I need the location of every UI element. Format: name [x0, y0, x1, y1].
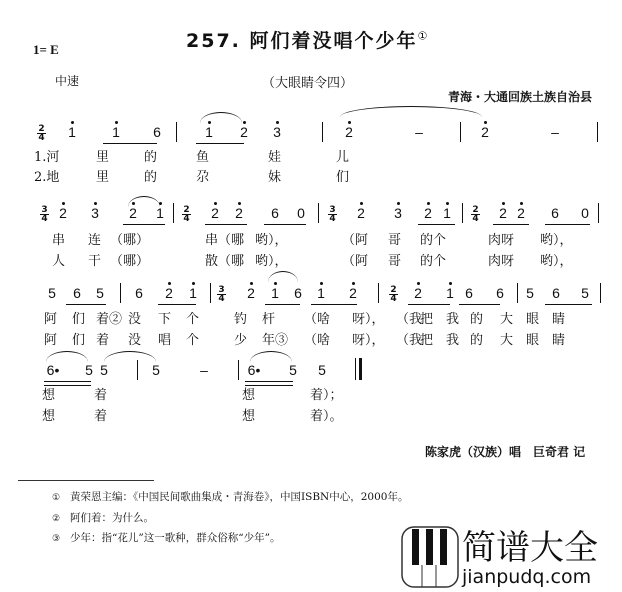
time-sig-top: 3 [329, 205, 336, 215]
high-octave-dot [502, 202, 505, 205]
lyric-syllable: 肉呀 [488, 233, 515, 248]
lyric-syllable: 呀）， [352, 312, 385, 327]
slur [104, 351, 156, 362]
note [93, 285, 107, 301]
note-text: 5 [96, 285, 104, 301]
note [440, 205, 454, 221]
lyric-syllable: （我 [396, 312, 423, 327]
note-text: 6 [552, 285, 560, 301]
lyric-syllable: （啥 [304, 312, 331, 327]
note [186, 285, 200, 301]
lyric-syllable: 着② [96, 312, 123, 327]
credit-line: 陈家虎（汉族）唱 巨奇君 记 [425, 445, 586, 459]
time-signature [471, 206, 480, 223]
note [244, 285, 258, 301]
lyric-syllable: 年③ [262, 333, 289, 348]
beam-underline [196, 143, 244, 144]
note [153, 205, 167, 221]
note [268, 205, 282, 221]
note-text: 5 [289, 362, 297, 378]
note [162, 285, 176, 301]
note-text: 0 [297, 205, 305, 221]
barline [238, 360, 239, 380]
lyric-syllable: 个 [186, 312, 200, 327]
lyric-syllable: 妹 [268, 170, 282, 185]
beam-underline [408, 304, 450, 305]
note-text: – [415, 124, 423, 140]
note-digit: 3 [394, 205, 402, 221]
beam-underline [264, 224, 306, 225]
high-octave-dot [446, 202, 449, 205]
time-sig-bottom: 4 [329, 214, 336, 224]
note-digit: 1 [443, 205, 451, 221]
note [126, 205, 140, 221]
time-signature [328, 206, 337, 223]
high-octave-dot [62, 202, 65, 205]
lyric-syllable: 睛 [552, 333, 566, 348]
note [286, 362, 300, 378]
lyric-syllable: 鱼 [196, 150, 210, 165]
note-text: 6 [73, 285, 81, 301]
note-digit: 2 [345, 124, 353, 140]
slur [268, 271, 298, 282]
barline [598, 203, 599, 223]
lyric-syllable: 人 [52, 254, 66, 269]
note-digit: 2 [357, 205, 365, 221]
lyric-syllable: 钓 [234, 312, 248, 327]
time-signature [389, 286, 398, 303]
note-digit: 2 [499, 205, 507, 221]
note-digit: 2 [240, 124, 248, 140]
note-text: – [551, 124, 559, 140]
high-octave-dot [250, 282, 253, 285]
lyric-syllable: 个 [186, 333, 200, 348]
lyric-syllable: （阿 [342, 254, 369, 269]
lyric-syllable: 想 [242, 409, 256, 424]
note [578, 285, 592, 301]
high-octave-dot [348, 121, 351, 124]
time-signature [217, 286, 226, 303]
high-octave-dot [397, 202, 400, 205]
time-sig-bottom: 4 [218, 294, 225, 304]
time-sig-top: 2 [472, 205, 479, 215]
time-sig-top: 3 [218, 285, 225, 295]
note [202, 124, 216, 140]
time-sig-top: 2 [183, 205, 190, 215]
beam-underline [123, 224, 165, 225]
lyric-syllable: 没 [128, 333, 142, 348]
high-octave-dot [449, 282, 452, 285]
note [132, 285, 146, 301]
lyric-syllable: 哥 [388, 254, 402, 269]
note-digit: 2 [481, 124, 489, 140]
lyric-syllable: 里 [96, 170, 110, 185]
note-digit: 1 [317, 285, 325, 301]
svg-text:简谱大全: 简谱大全 [462, 528, 598, 568]
note-digit: 1 [446, 285, 454, 301]
beam-underline [66, 304, 106, 305]
lyric-syllable: 少 [234, 333, 248, 348]
note-digit: 1 [205, 124, 213, 140]
note [391, 205, 405, 221]
high-octave-dot [360, 202, 363, 205]
note-digit: 2 [517, 205, 525, 221]
lyric-syllable: 肉呀 [488, 254, 515, 269]
note-digit: 2 [165, 285, 173, 301]
note [549, 285, 563, 301]
lyric-syllable: 杆 [262, 312, 276, 327]
lyric-syllable: 我 [446, 333, 460, 348]
lyric-syllable: 呀）， [352, 333, 385, 348]
note [443, 285, 457, 301]
note [45, 285, 59, 301]
note-text: 0 [581, 205, 589, 221]
note-digit: 1 [112, 124, 120, 140]
beam-underline [311, 304, 357, 305]
barline [517, 283, 518, 303]
lyric-syllable: （哪） [110, 233, 150, 248]
lyric-syllable: 着 [96, 333, 110, 348]
high-octave-dot [417, 282, 420, 285]
lyric-syllable: 连 [88, 233, 102, 248]
high-octave-dot [243, 121, 246, 124]
note [56, 205, 70, 221]
note [493, 285, 507, 301]
lyric-syllable: 唱 [158, 333, 172, 348]
note-digit: 2 [129, 205, 137, 221]
note [462, 285, 476, 301]
note [237, 124, 251, 140]
song-title: 257. 阿们着没唱个少年① [186, 29, 430, 52]
note [70, 285, 84, 301]
barline [210, 283, 211, 303]
note [478, 124, 492, 140]
note [314, 285, 328, 301]
time-sig-bottom: 4 [390, 294, 397, 304]
note-digit: 2 [424, 205, 432, 221]
lyric-syllable: 的个 [420, 254, 447, 269]
note-text: – [200, 362, 208, 378]
barline [597, 122, 598, 142]
time-sig-bottom: 4 [41, 214, 48, 224]
final-barline [355, 358, 356, 380]
beam-underline [103, 143, 157, 144]
note-text: 6 [465, 285, 473, 301]
subtitle: （大眼睛令四） [262, 76, 354, 91]
note [150, 124, 164, 140]
note-digit: 2 [349, 285, 357, 301]
note [247, 362, 261, 378]
note-text: 5 [85, 362, 93, 378]
beam-underline [158, 304, 196, 305]
note-text: 6 [135, 285, 143, 301]
lyric-syllable: 大 [500, 312, 514, 327]
beam-underline [459, 304, 500, 305]
note-digit: 2 [247, 285, 255, 301]
slur [128, 196, 160, 207]
note [208, 205, 222, 221]
note-digit: 3 [91, 205, 99, 221]
high-octave-dot [71, 121, 74, 124]
footnote-1: ① 黄荣恩主编：《中国民间歌曲集成・青海卷》，中国ISBN中心，2000年。 [52, 491, 409, 503]
time-sig-bottom: 4 [183, 214, 190, 224]
lyric-syllable: 的 [144, 170, 158, 185]
barline [173, 203, 174, 223]
high-octave-dot [520, 202, 523, 205]
lyric-syllable: 想 [42, 388, 56, 403]
beam-underline [545, 224, 590, 225]
lyric-syllable: （阿 [342, 233, 369, 248]
barline [318, 203, 319, 223]
note [411, 285, 425, 301]
beam-underline [493, 224, 529, 225]
note [346, 285, 360, 301]
lyric-syllable: 的个 [420, 233, 447, 248]
note [412, 124, 426, 140]
lyric-syllable: 我 [446, 312, 460, 327]
lyric-syllable: 们 [72, 333, 86, 348]
note-text: 5 [100, 362, 108, 378]
barline [322, 122, 323, 142]
tempo-marking: 中速 [55, 74, 80, 88]
high-octave-dot [214, 202, 217, 205]
footnote-2: ② 阿们着：为什么。 [52, 512, 154, 524]
lyric-syllable: 娃 [268, 150, 282, 165]
lyric-syllable: 串 [52, 233, 66, 248]
beam-underline [245, 381, 293, 382]
note [421, 205, 435, 221]
note [514, 205, 528, 221]
note-text: 6• [247, 362, 261, 378]
note-text: 6 [551, 205, 559, 221]
lyric-syllable: 们 [336, 170, 350, 185]
note-digit: 1 [68, 124, 76, 140]
lyric-syllable: 的 [470, 333, 484, 348]
lyric-syllable: 串（哪 [205, 233, 245, 248]
note [342, 124, 356, 140]
lyric-syllable: 下 [158, 312, 172, 327]
final-barline-thick [359, 358, 362, 380]
slur [46, 351, 88, 362]
beam-underline [265, 304, 300, 305]
high-octave-dot [427, 202, 430, 205]
lyric-syllable: 大 [500, 333, 514, 348]
lyric-syllable: 里 [96, 150, 110, 165]
note-text: 6• [46, 362, 60, 378]
note [197, 362, 211, 378]
note [88, 205, 102, 221]
time-signature [40, 206, 49, 223]
lyric-syllable: 着 [94, 388, 108, 403]
note-digit: 3 [273, 124, 281, 140]
note [149, 362, 163, 378]
lyric-syllable: 阿 [44, 312, 58, 327]
beam-underline [44, 381, 91, 382]
slur [250, 351, 292, 362]
time-sig-bottom: 4 [472, 214, 479, 224]
lyric-syllable: 们 [72, 312, 86, 327]
note-digit: 1 [156, 205, 164, 221]
note-digit: 2 [414, 285, 422, 301]
note [291, 285, 305, 301]
note [523, 285, 537, 301]
note [232, 205, 246, 221]
lyric-syllable: （啥 [304, 333, 331, 348]
barline [176, 122, 177, 142]
high-octave-dot [320, 282, 323, 285]
watermark-logo [400, 525, 622, 592]
time-signature [182, 206, 191, 223]
high-octave-dot [94, 202, 97, 205]
note [97, 362, 111, 378]
high-octave-dot [274, 282, 277, 285]
lyric-syllable: 哥 [388, 233, 402, 248]
barline [137, 360, 138, 380]
note-text: 5 [581, 285, 589, 301]
lyric-syllable: 睛 [552, 312, 566, 327]
note [294, 205, 308, 221]
note-text: 6 [271, 205, 279, 221]
note [548, 205, 562, 221]
lyric-syllable: 眼 [526, 312, 540, 327]
note [354, 205, 368, 221]
time-sig-top: 2 [38, 124, 45, 134]
note [46, 362, 60, 378]
high-octave-dot [192, 282, 195, 285]
barline [120, 283, 121, 303]
note-text: 6 [153, 124, 161, 140]
slur [200, 112, 242, 123]
note-digit: 2 [235, 205, 243, 221]
note-digit: 2 [59, 205, 67, 221]
lyric-syllable: 哟）， [255, 233, 288, 248]
high-octave-dot [276, 121, 279, 124]
lyric-syllable: （我 [396, 333, 423, 348]
high-octave-dot [484, 121, 487, 124]
time-sig-bottom: 4 [38, 133, 45, 143]
footnote-3: ③ 少年：指“花儿”这一歌种，群众俗称“少年”。 [52, 532, 281, 544]
note-text: 5 [48, 285, 56, 301]
note [496, 205, 510, 221]
lyric-syllable: 哟）， [540, 233, 573, 248]
lyric-syllable: 2.地 [34, 170, 60, 185]
note [65, 124, 79, 140]
lyric-syllable: 着）。 [310, 409, 343, 424]
time-sig-top: 2 [390, 285, 397, 295]
lyric-syllable: （哪） [110, 254, 150, 269]
note [315, 362, 329, 378]
high-octave-dot [115, 121, 118, 124]
note-digit: 2 [211, 205, 219, 221]
lyric-syllable: 哟）， [540, 254, 573, 269]
beam-underline [418, 224, 455, 225]
note [82, 362, 96, 378]
lyric-syllable: 1.河 [34, 150, 60, 165]
beam-underline [205, 224, 247, 225]
lyric-syllable: 想 [42, 409, 56, 424]
note-text: 5 [318, 362, 326, 378]
lyric-syllable: 的 [470, 312, 484, 327]
high-octave-dot [168, 282, 171, 285]
region-label: 青海・大通回族土族自治县 [448, 90, 593, 104]
lyric-syllable: 着）； [310, 388, 343, 403]
note-digit: 1 [271, 285, 279, 301]
note-text: 5 [152, 362, 160, 378]
note-text: 5 [526, 285, 534, 301]
lyric-syllable: 想 [242, 388, 256, 403]
lyric-syllable: 把 [420, 312, 434, 327]
lyric-syllable: 干 [88, 254, 102, 269]
lyric-syllable: 着 [94, 409, 108, 424]
note-text: 6 [294, 285, 302, 301]
note [270, 124, 284, 140]
lyric-syllable: 没 [128, 312, 142, 327]
lyric-syllable: 尕 [196, 170, 210, 185]
lyric-syllable: 散（哪 [205, 254, 245, 269]
svg-text:jianpudq.com: jianpudq.com [462, 566, 592, 588]
high-octave-dot [352, 282, 355, 285]
time-sig-top: 3 [41, 205, 48, 215]
footnote-divider [18, 480, 154, 481]
lyric-syllable: 的 [144, 150, 158, 165]
barline [462, 203, 463, 223]
barline [460, 122, 461, 142]
beam-underline [545, 304, 592, 305]
note-text: 6 [496, 285, 504, 301]
slur [340, 106, 482, 117]
lyric-syllable: 儿 [336, 150, 350, 165]
lyric-syllable: 把 [420, 333, 434, 348]
lyric-syllable: 阿 [44, 333, 58, 348]
barline [600, 283, 601, 303]
note-digit: 1 [189, 285, 197, 301]
barline [378, 283, 379, 303]
note [578, 205, 592, 221]
note [109, 124, 123, 140]
note [548, 124, 562, 140]
high-octave-dot [238, 202, 241, 205]
key-signature: 1= E [33, 42, 59, 57]
time-signature [37, 125, 46, 142]
lyric-syllable: 哟）， [255, 254, 288, 269]
lyric-syllable: 眼 [526, 333, 540, 348]
note [268, 285, 282, 301]
